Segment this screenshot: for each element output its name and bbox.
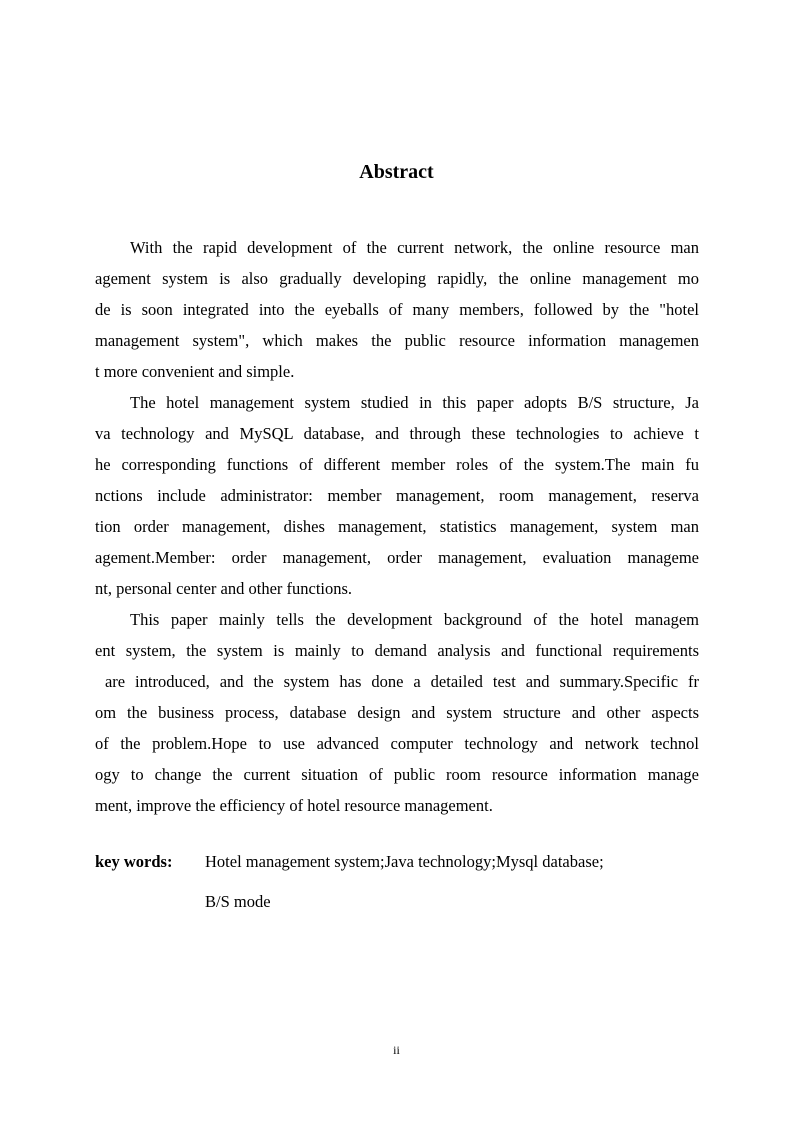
paragraph-1-line-5: t more convenient and simple. [95, 362, 295, 381]
keywords-label: key words: [95, 852, 173, 871]
keywords-line-1: Hotel management system;Java technology;Mysql database; [205, 852, 604, 871]
paragraph-1-line-1: With the rapid development of the current network, the online resource man [130, 238, 699, 257]
paragraph-2-line-5: tion order management, dishes management, statistics management, system man [95, 517, 699, 536]
paragraph-1-line-3: de is soon integrated into the eyeballs of many members, followed by the "hotel [95, 300, 699, 319]
abstract-title: Abstract [359, 161, 434, 183]
paragraph-2-line-6: agement.Member: order management, order management, evaluation manageme [95, 548, 699, 567]
paragraph-3-line-7: ment, improve the efficiency of hotel resource management. [95, 796, 493, 815]
paragraph-3-line-3: are introduced, and the system has done a detailed test and summary.Specific fr [95, 672, 699, 691]
paragraph-2-line-3: he corresponding functions of different member roles of the system.The main fu [95, 455, 699, 474]
paragraph-3-line-4: om the business process, database design and system structure and other aspects [95, 703, 699, 722]
paragraph-3-line-6: ogy to change the current situation of public room resource information manage [95, 765, 699, 784]
paragraph-2-line-7: nt, personal center and other functions. [95, 579, 353, 598]
paragraph-3-line-5: of the problem.Hope to use advanced computer technology and network technol [95, 734, 699, 753]
abstract-body [95, 232, 699, 821]
paragraph-3-line-2: ent system, the system is mainly to demand analysis and functional requirements [95, 641, 699, 660]
paragraph-2-line-2: va technology and MySQL database, and through these technologies to achieve t [95, 424, 699, 443]
keywords-line-2: B/S mode [205, 892, 271, 911]
paragraph-1-line-4: management system", which makes the public resource information managemen [95, 331, 699, 350]
paragraph-2-line-1: The hotel management system studied in this paper adopts B/S structure, Ja [130, 393, 699, 412]
paragraph-3-line-1: This paper mainly tells the development background of the hotel managem [130, 610, 699, 629]
paragraph-1-line-2: agement system is also gradually developing rapidly, the online management mo [95, 269, 699, 288]
paragraph-2-line-4: nctions include administrator: member management, room management, reserva [95, 486, 699, 505]
page-number: ii [393, 1043, 400, 1057]
